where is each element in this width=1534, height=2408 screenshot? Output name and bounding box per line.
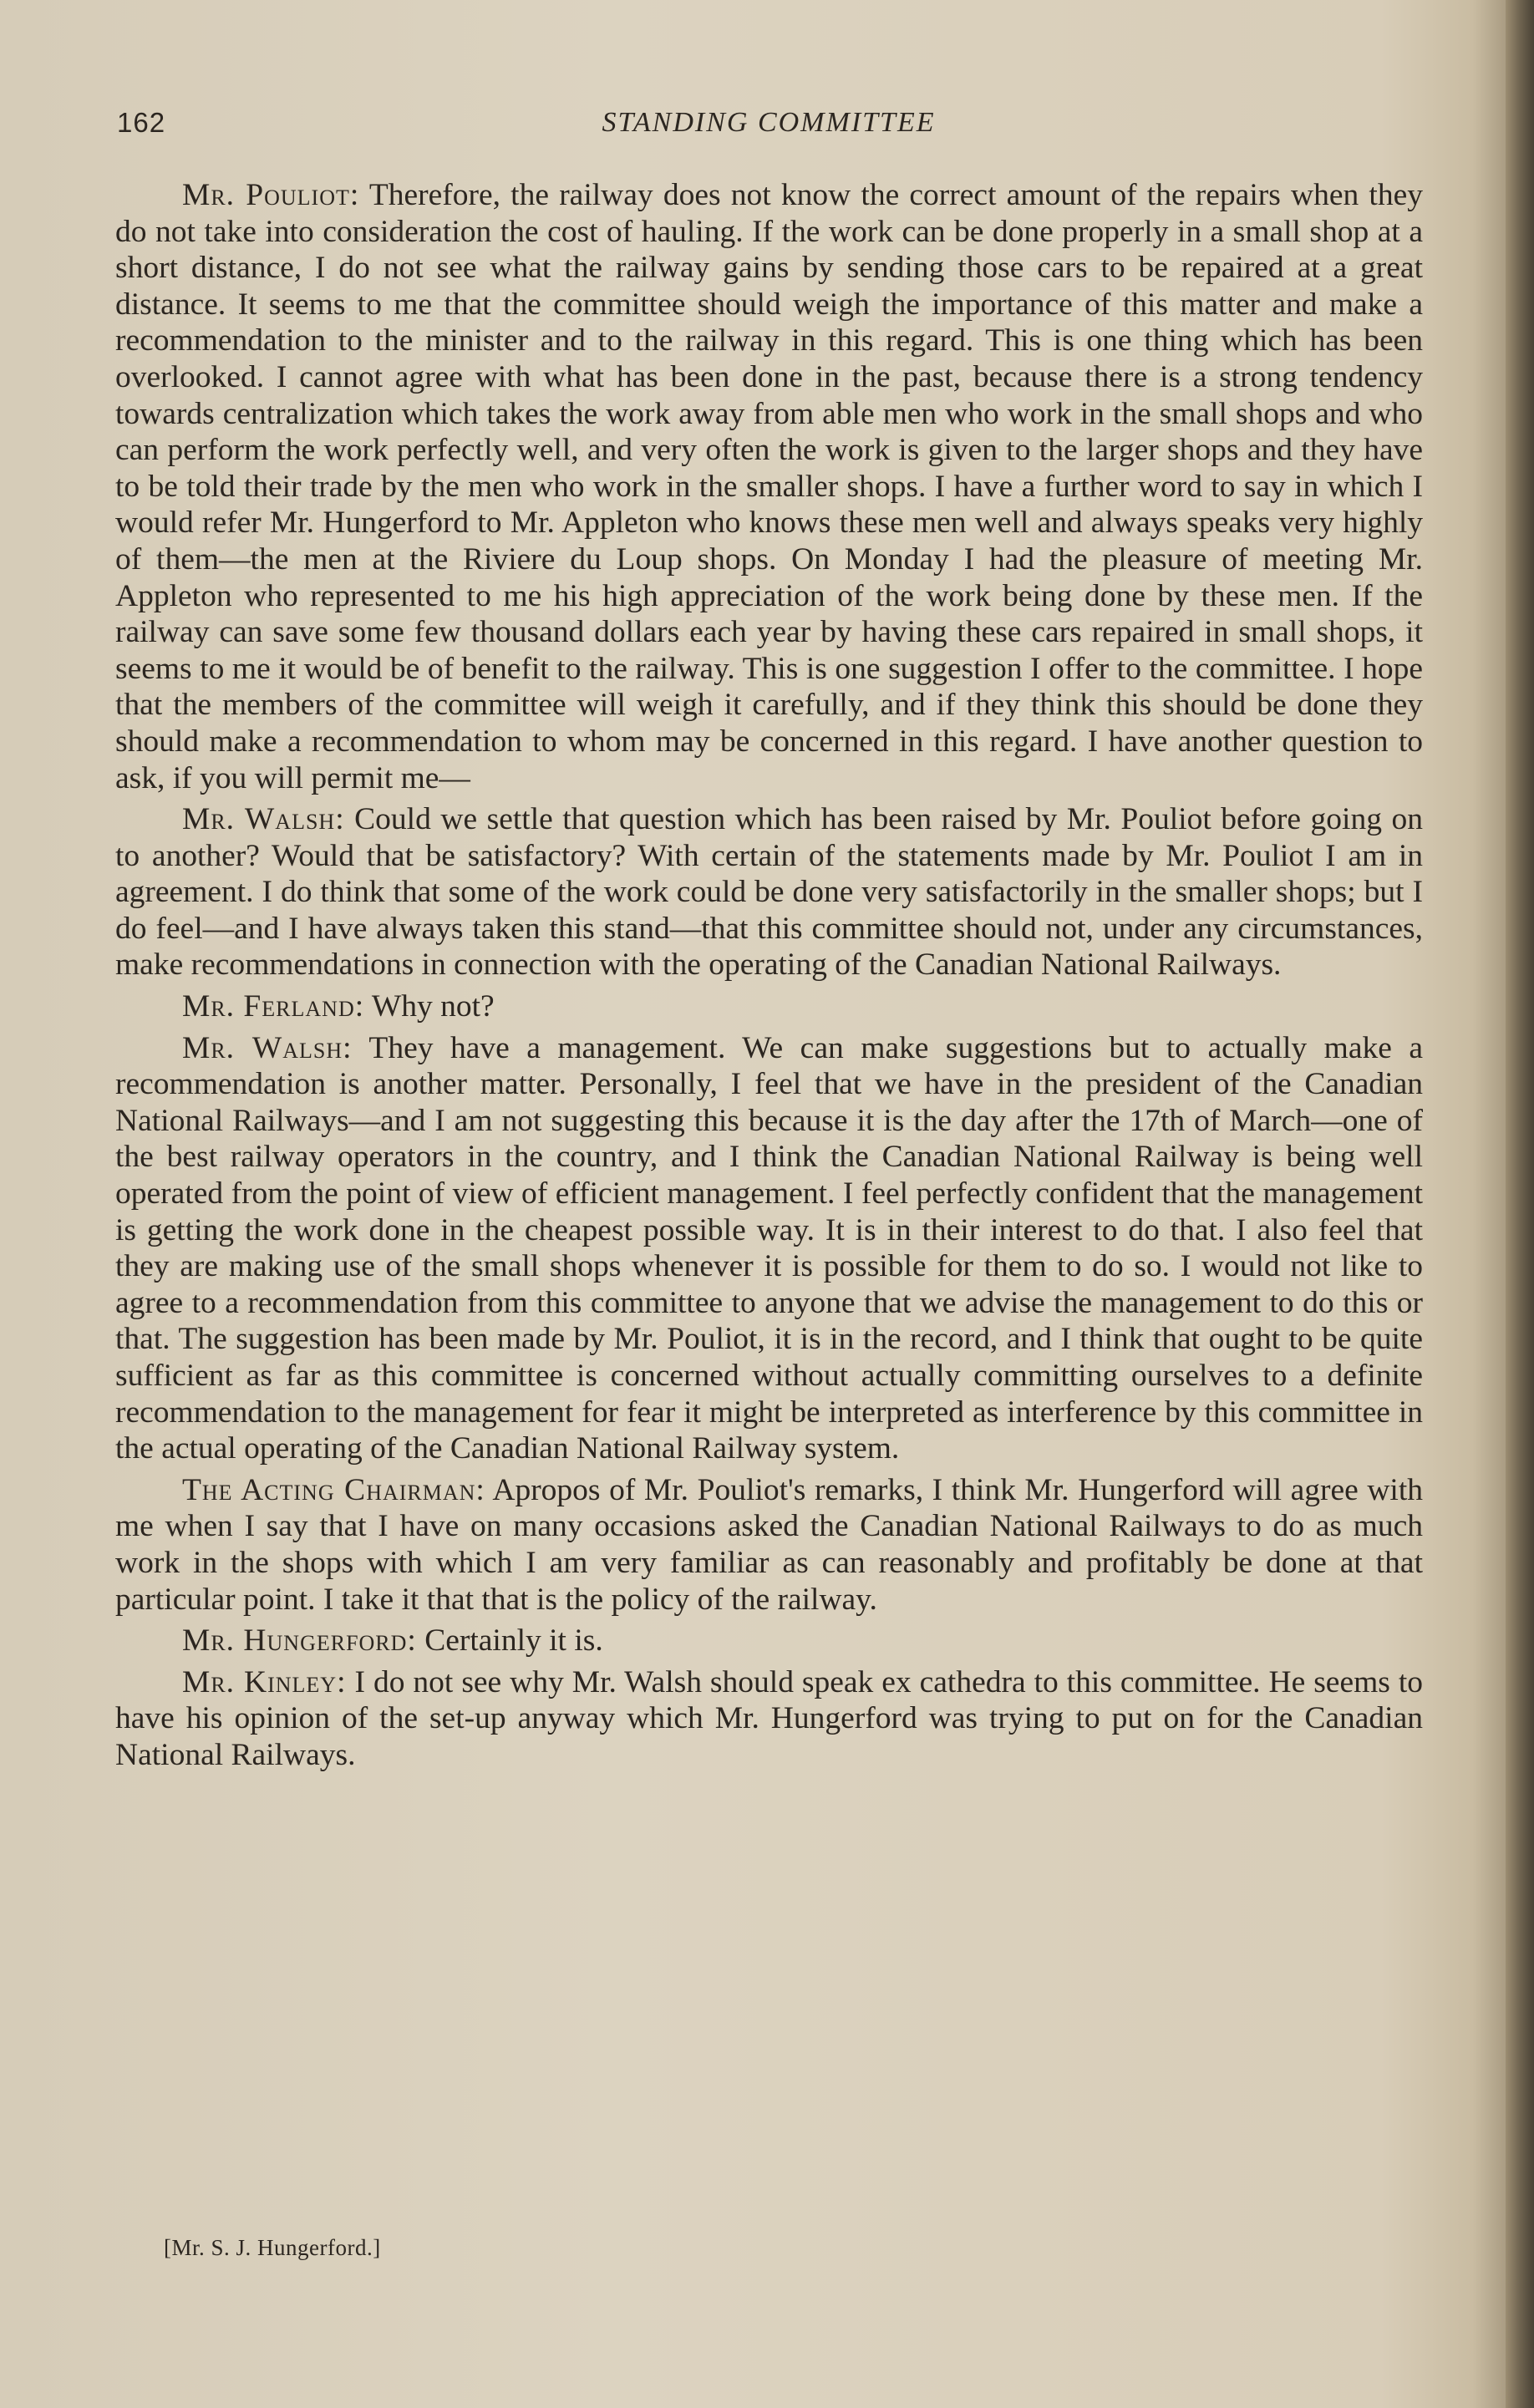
running-head: STANDING COMMITTEE [602,107,936,138]
speech-paragraph [115,988,1423,1025]
speech-paragraph [115,1623,1423,1659]
page-number: 162 [117,107,166,138]
speech-text: They have a management. We can make suggestions but to actually make a recommendation is another matter. Personally, I feel that we have in the president of the Canadian National Railways—and I am not suggesting this because it is the day after the 17th of March—one of the best railway operators in the country, and I think the Canadian National Railway is being well operated from the point of view of efficient management. I feel perfectly confident that the management is getting the work done in the cheapest possible way. It is in their interest to do that. I also feel that they are making use of the small shops whenever it is possible for them to do so. I would not like to agree to a recommendation from this committee to anyone that we advise the management to do this or that. The suggestion has been made by Mr. Pouliot, it is in the record, and I think that ought to be quite sufficient as far as this committee is concerned without actually committing ourselves to a definite recommendation to the management for fear it might be interpreted as interference by this committee in the actual operating of the Canadian National Railway system. [115,1030,1424,1466]
speaker-name: Mr. Kinley: [182,1664,347,1699]
speech-text: Apropos of Mr. Pouliot's remarks, I think Mr. Hungerford will agree with me when I say that I have on many occasions asked the Canadian National Railways to do as much work in the shops with which I am very familiar as can reasonably and profitably be done at that particular point. I take it that that is the policy of the railway. [115,1472,1423,1617]
speech-text: Why not? [371,989,495,1024]
speaker-name: Mr. Ferland: [182,989,365,1024]
speech-paragraph [115,801,1423,983]
speech-paragraph [115,1030,1423,1467]
transcript-body [115,177,1423,1779]
speaker-name: Mr. Walsh: [182,1030,353,1065]
speech-text: I do not see why Mr. Walsh should speak ex cathedra to this committee. He seems to have his opinion of the set-up anyway which Mr. Hungerford was trying to put on for the Canadian National Railways. [115,1664,1423,1772]
speech-paragraph [115,1664,1423,1774]
speaker-name: Mr. Hungerford: [182,1623,417,1659]
speech-text: Could we settle that question which has been raised by Mr. Pouliot before going on to another? Would that be satisfactory? With certain of the statements made by Mr. Pouliot I am in agreement. I do think that some of the work could be done very satisfactorily in the smaller shops; but I do feel—and I have always taken this stand—that this committee should not, under any circumstances, make recommendations in connection with the operating of the Canadian National Railways. [115,802,1424,983]
speech-text: Certainly it is. [424,1623,603,1659]
speaker-name: Mr. Walsh: [182,802,345,837]
book-spine-shadow [1506,0,1534,2408]
speech-text: Therefore, the railway does not know the correct amount of the repairs when they do not take into consideration the cost of hauling. If the work can be done properly in a small shop at a short distance, I do not see what the railway gains by sending those cars to be repaired at a great distance. It seems to me that the committee should weigh the importance of this matter and make a recommendation to the minister and to the railway in this regard. This is one thing which has been overlooked. I cannot agree with what has been done in the past, because there is a strong tendency towards centralization which takes the work away from able men who work in the small shops and who can perform the work perfectly well, and very often the work is given to the larger shops and they have to be told their trade by the men who work in the smaller shops. I have a further word to say in which I would refer Mr. Hungerford to Mr. Appleton who knows these men well and always speaks very highly of them—the men at the Riviere du Loup shops. On Monday I had the pleasure of meeting Mr. Appleton who represented to me his high appreciation of the work being done by these men. If the railway can save some few thousand dollars each year by having these cars repaired in small shops, it seems to me it would be of benefit to the railway. This is one suggestion I offer to the committee. I hope that the members of the committee will weigh it carefully, and if they think this should be done they should make a recommendation to whom may be concerned in this regard. I have another question to ask, if you will permit me— [115,178,1423,795]
speech-paragraph [115,1472,1423,1618]
witness-footer: [Mr. S. J. Hungerford.] [164,2235,381,2260]
speaker-name: Mr. Pouliot: [182,178,360,212]
page-header [117,107,1420,147]
speaker-name: The Acting Chairman: [182,1472,485,1507]
speech-paragraph [115,177,1423,796]
